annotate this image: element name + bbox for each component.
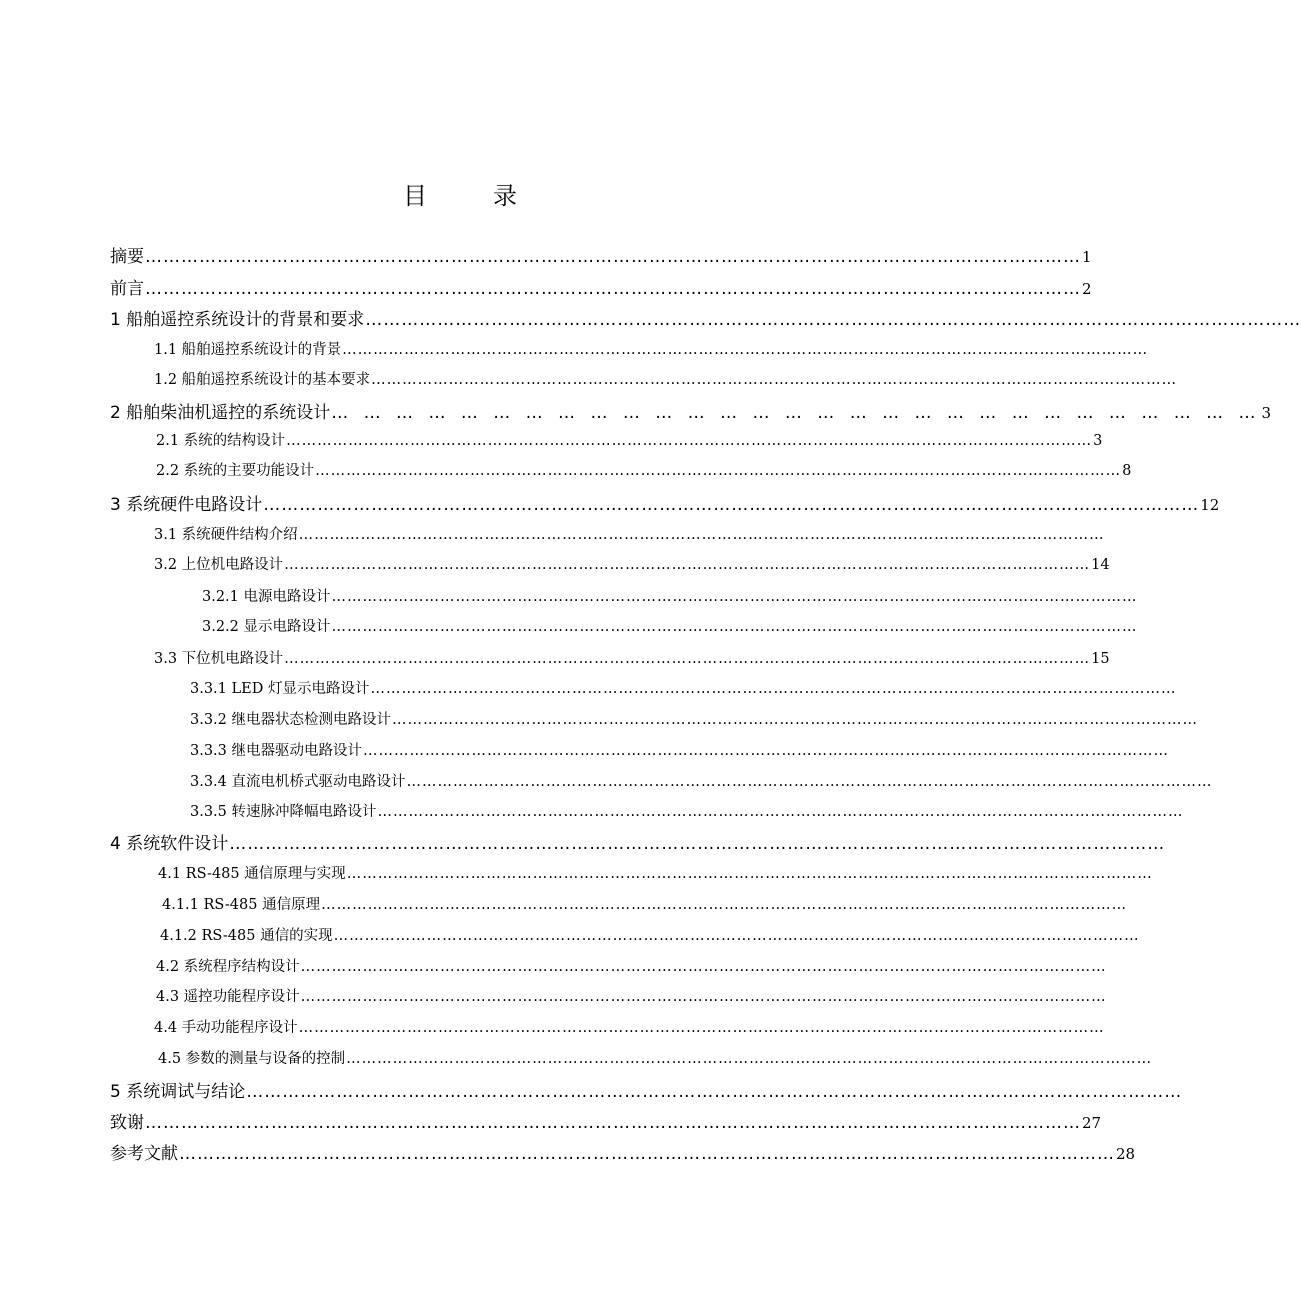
toc-entry[interactable] (154, 523, 1105, 549)
toc-entry-label: 4.1.1 RS-485 通信原理 (162, 897, 321, 913)
toc-entry-label: 4.4 手动功能程序设计 (154, 1020, 298, 1036)
toc-entry-label: 3.3.3 继电器驱动电路设计 (190, 743, 363, 759)
toc-entry[interactable] (156, 955, 1107, 981)
toc-entry[interactable] (156, 429, 1103, 455)
toc-entry-label: 4 系统软件设计 (110, 834, 229, 854)
toc-entry[interactable] (154, 338, 1149, 364)
toc-entry-label: 3.2.1 电源电路设计 (202, 589, 331, 605)
toc-entry-label: 3.3.4 直流电机桥式驱动电路设计 (190, 774, 406, 790)
toc-entry-label: 参考文献 (110, 1144, 178, 1164)
toc-entry-page-number: 3 (1261, 404, 1272, 422)
toc-entry-page-number: 15 (1091, 651, 1110, 667)
toc-leader-dots: ………………………………………………………………………………………………………………………………………… (346, 1051, 1153, 1067)
toc-entry[interactable] (190, 708, 1199, 734)
toc-entry-label: 4.1 RS-485 通信原理与实现 (158, 866, 346, 882)
toc-entry-label: 摘要 (110, 247, 144, 267)
toc-entry[interactable] (190, 677, 1177, 703)
toc-entry[interactable] (162, 893, 1128, 919)
toc-leader-dots: ………………………………………………………………………………………………………………………………………… (365, 310, 1301, 330)
toc-entry-label: 1.2 船舶遥控系统设计的基本要求 (154, 372, 371, 388)
toc-leader-dots: ………………………………………………………………………………………………………………………………………… (284, 651, 1091, 667)
toc-entry-label: 4.1.2 RS-485 通信的实现 (160, 928, 333, 944)
toc-entry-label: 前言 (110, 279, 144, 299)
toc-entry[interactable] (202, 615, 1138, 641)
toc-entry-page-number: 12 (1200, 496, 1220, 514)
toc-leader-dots: ………………………………………………………………………………………………………………………………………… (392, 712, 1199, 728)
toc-entry-label: 3.3.2 继电器状态检测电路设计 (190, 712, 392, 728)
toc-leader-dots: ………………………………………………………………………………………………………………………………………… (406, 774, 1213, 790)
toc-entry[interactable] (110, 1139, 1136, 1165)
toc-leader-dots: ………………………………………………………………………………………………………………………………………… (263, 495, 1200, 515)
toc-leader-dots: ………………………………………………………………………………………………………………………………………… (363, 743, 1170, 759)
toc-leader-dots: … … … … … … … … … … … … … … … … … … … … … … … … … … … … … (331, 403, 1261, 423)
toc-leader-dots: ………………………………………………………………………………………………………………………………………… (145, 1113, 1081, 1133)
toc-entry-label: 3.2 上位机电路设计 (154, 557, 284, 573)
toc-entry[interactable] (190, 739, 1170, 765)
toc-leader-dots: ………………………………………………………………………………………………………………………………………… (229, 834, 1166, 854)
toc-entry-page-number: 8 (1122, 463, 1132, 479)
toc-entry-label: 2.1 系统的结构设计 (156, 433, 286, 449)
toc-leader-dots: ………………………………………………………………………………………………………………………………………… (246, 1082, 1183, 1102)
toc-entry-page-number: 2 (1082, 280, 1092, 298)
toc-entry-page-number: 27 (1082, 1114, 1102, 1132)
toc-leader-dots: ………………………………………………………………………………………………………………………………………… (298, 527, 1105, 543)
toc-entry[interactable] (110, 398, 1272, 424)
toc-entry[interactable] (156, 985, 1107, 1011)
toc-entry-label: 2.2 系统的主要功能设计 (156, 463, 315, 479)
toc-entry[interactable] (110, 829, 1166, 855)
toc-entry-label: 3.3 下位机电路设计 (154, 651, 284, 667)
toc-entry[interactable] (110, 1108, 1102, 1134)
toc-leader-dots: ………………………………………………………………………………………………………………………………………… (370, 681, 1177, 697)
toc-leader-dots: ………………………………………………………………………………………………………………………………………… (286, 433, 1093, 449)
toc-leader-dots: ………………………………………………………………………………………………………………………………………… (346, 866, 1153, 882)
toc-entry[interactable] (160, 924, 1140, 950)
toc-leader-dots: ………………………………………………………………………………………………………………………………………… (331, 589, 1138, 605)
toc-leader-dots: ………………………………………………………………………………………………………………………………………… (342, 342, 1149, 358)
toc-entry-label: 4.2 系统程序结构设计 (156, 959, 300, 975)
toc-leader-dots: ………………………………………………………………………………………………………………………………………… (298, 1020, 1105, 1036)
toc-entry[interactable] (110, 274, 1092, 300)
toc-title (0, 176, 920, 211)
toc-entry[interactable] (158, 1047, 1153, 1073)
toc-entry[interactable] (110, 242, 1092, 268)
toc-leader-dots: ………………………………………………………………………………………………………………………………………… (331, 619, 1138, 635)
toc-entry[interactable] (154, 647, 1110, 673)
toc-entry[interactable] (154, 368, 1178, 394)
toc-leader-dots: ………………………………………………………………………………………………………………………………………… (371, 372, 1178, 388)
toc-entry[interactable] (110, 305, 1301, 331)
toc-leader-dots: ………………………………………………………………………………………………………………………………………… (300, 989, 1107, 1005)
toc-entry-page-number: 1 (1082, 248, 1092, 266)
toc-leader-dots: ………………………………………………………………………………………………………………………………………… (321, 897, 1128, 913)
toc-leader-dots: ………………………………………………………………………………………………………………………………………… (179, 1144, 1115, 1164)
toc-entry[interactable] (154, 553, 1110, 579)
toc-entry-label: 4.3 遥控功能程序设计 (156, 989, 300, 1005)
toc-entry-label: 3.3.1 LED 灯显示电路设计 (190, 681, 370, 697)
toc-title-left: 目 (403, 182, 427, 210)
toc-entry[interactable] (202, 585, 1138, 611)
toc-entry[interactable] (110, 490, 1220, 516)
toc-entry-page-number: 28 (1116, 1145, 1136, 1163)
toc-entry-label: 1.1 船舶遥控系统设计的背景 (154, 342, 342, 358)
toc-entry[interactable] (190, 800, 1184, 826)
toc-entry[interactable] (158, 862, 1153, 888)
toc-entry-label: 3.2.2 显示电路设计 (202, 619, 331, 635)
toc-entry[interactable] (190, 770, 1213, 796)
toc-leader-dots: ………………………………………………………………………………………………………………………………………… (145, 247, 1081, 267)
toc-leader-dots: ………………………………………………………………………………………………………………………………………… (145, 279, 1081, 299)
toc-entry-label: 1 船舶遥控系统设计的背景和要求 (110, 310, 365, 330)
toc-entry-label: 3 系统硬件电路设计 (110, 495, 263, 515)
toc-leader-dots: ………………………………………………………………………………………………………………………………………… (377, 804, 1184, 820)
toc-entry-page-number: 3 (1093, 433, 1103, 449)
toc-entry[interactable] (110, 1077, 1183, 1103)
toc-leader-dots: ………………………………………………………………………………………………………………………………………… (300, 959, 1107, 975)
toc-leader-dots: ………………………………………………………………………………………………………………………………………… (284, 557, 1091, 573)
toc-entry[interactable] (154, 1016, 1105, 1042)
toc-entry-label: 3.1 系统硬件结构介绍 (154, 527, 298, 543)
toc-entry-label: 2 船舶柴油机遥控的系统设计 (110, 403, 331, 423)
toc-entry-label: 3.3.5 转速脉冲降幅电路设计 (190, 804, 377, 820)
toc-entry-page-number: 14 (1091, 557, 1110, 573)
toc-entry-label: 5 系统调试与结论 (110, 1082, 246, 1102)
toc-entry-label: 致谢 (110, 1113, 144, 1133)
toc-leader-dots: ………………………………………………………………………………………………………………………………………… (333, 928, 1140, 944)
toc-title-right: 录 (493, 182, 517, 210)
toc-entry[interactable] (156, 459, 1132, 485)
toc-entry-label: 4.5 参数的测量与设备的控制 (158, 1051, 346, 1067)
toc-leader-dots: ………………………………………………………………………………………………………………………………………… (315, 463, 1122, 479)
